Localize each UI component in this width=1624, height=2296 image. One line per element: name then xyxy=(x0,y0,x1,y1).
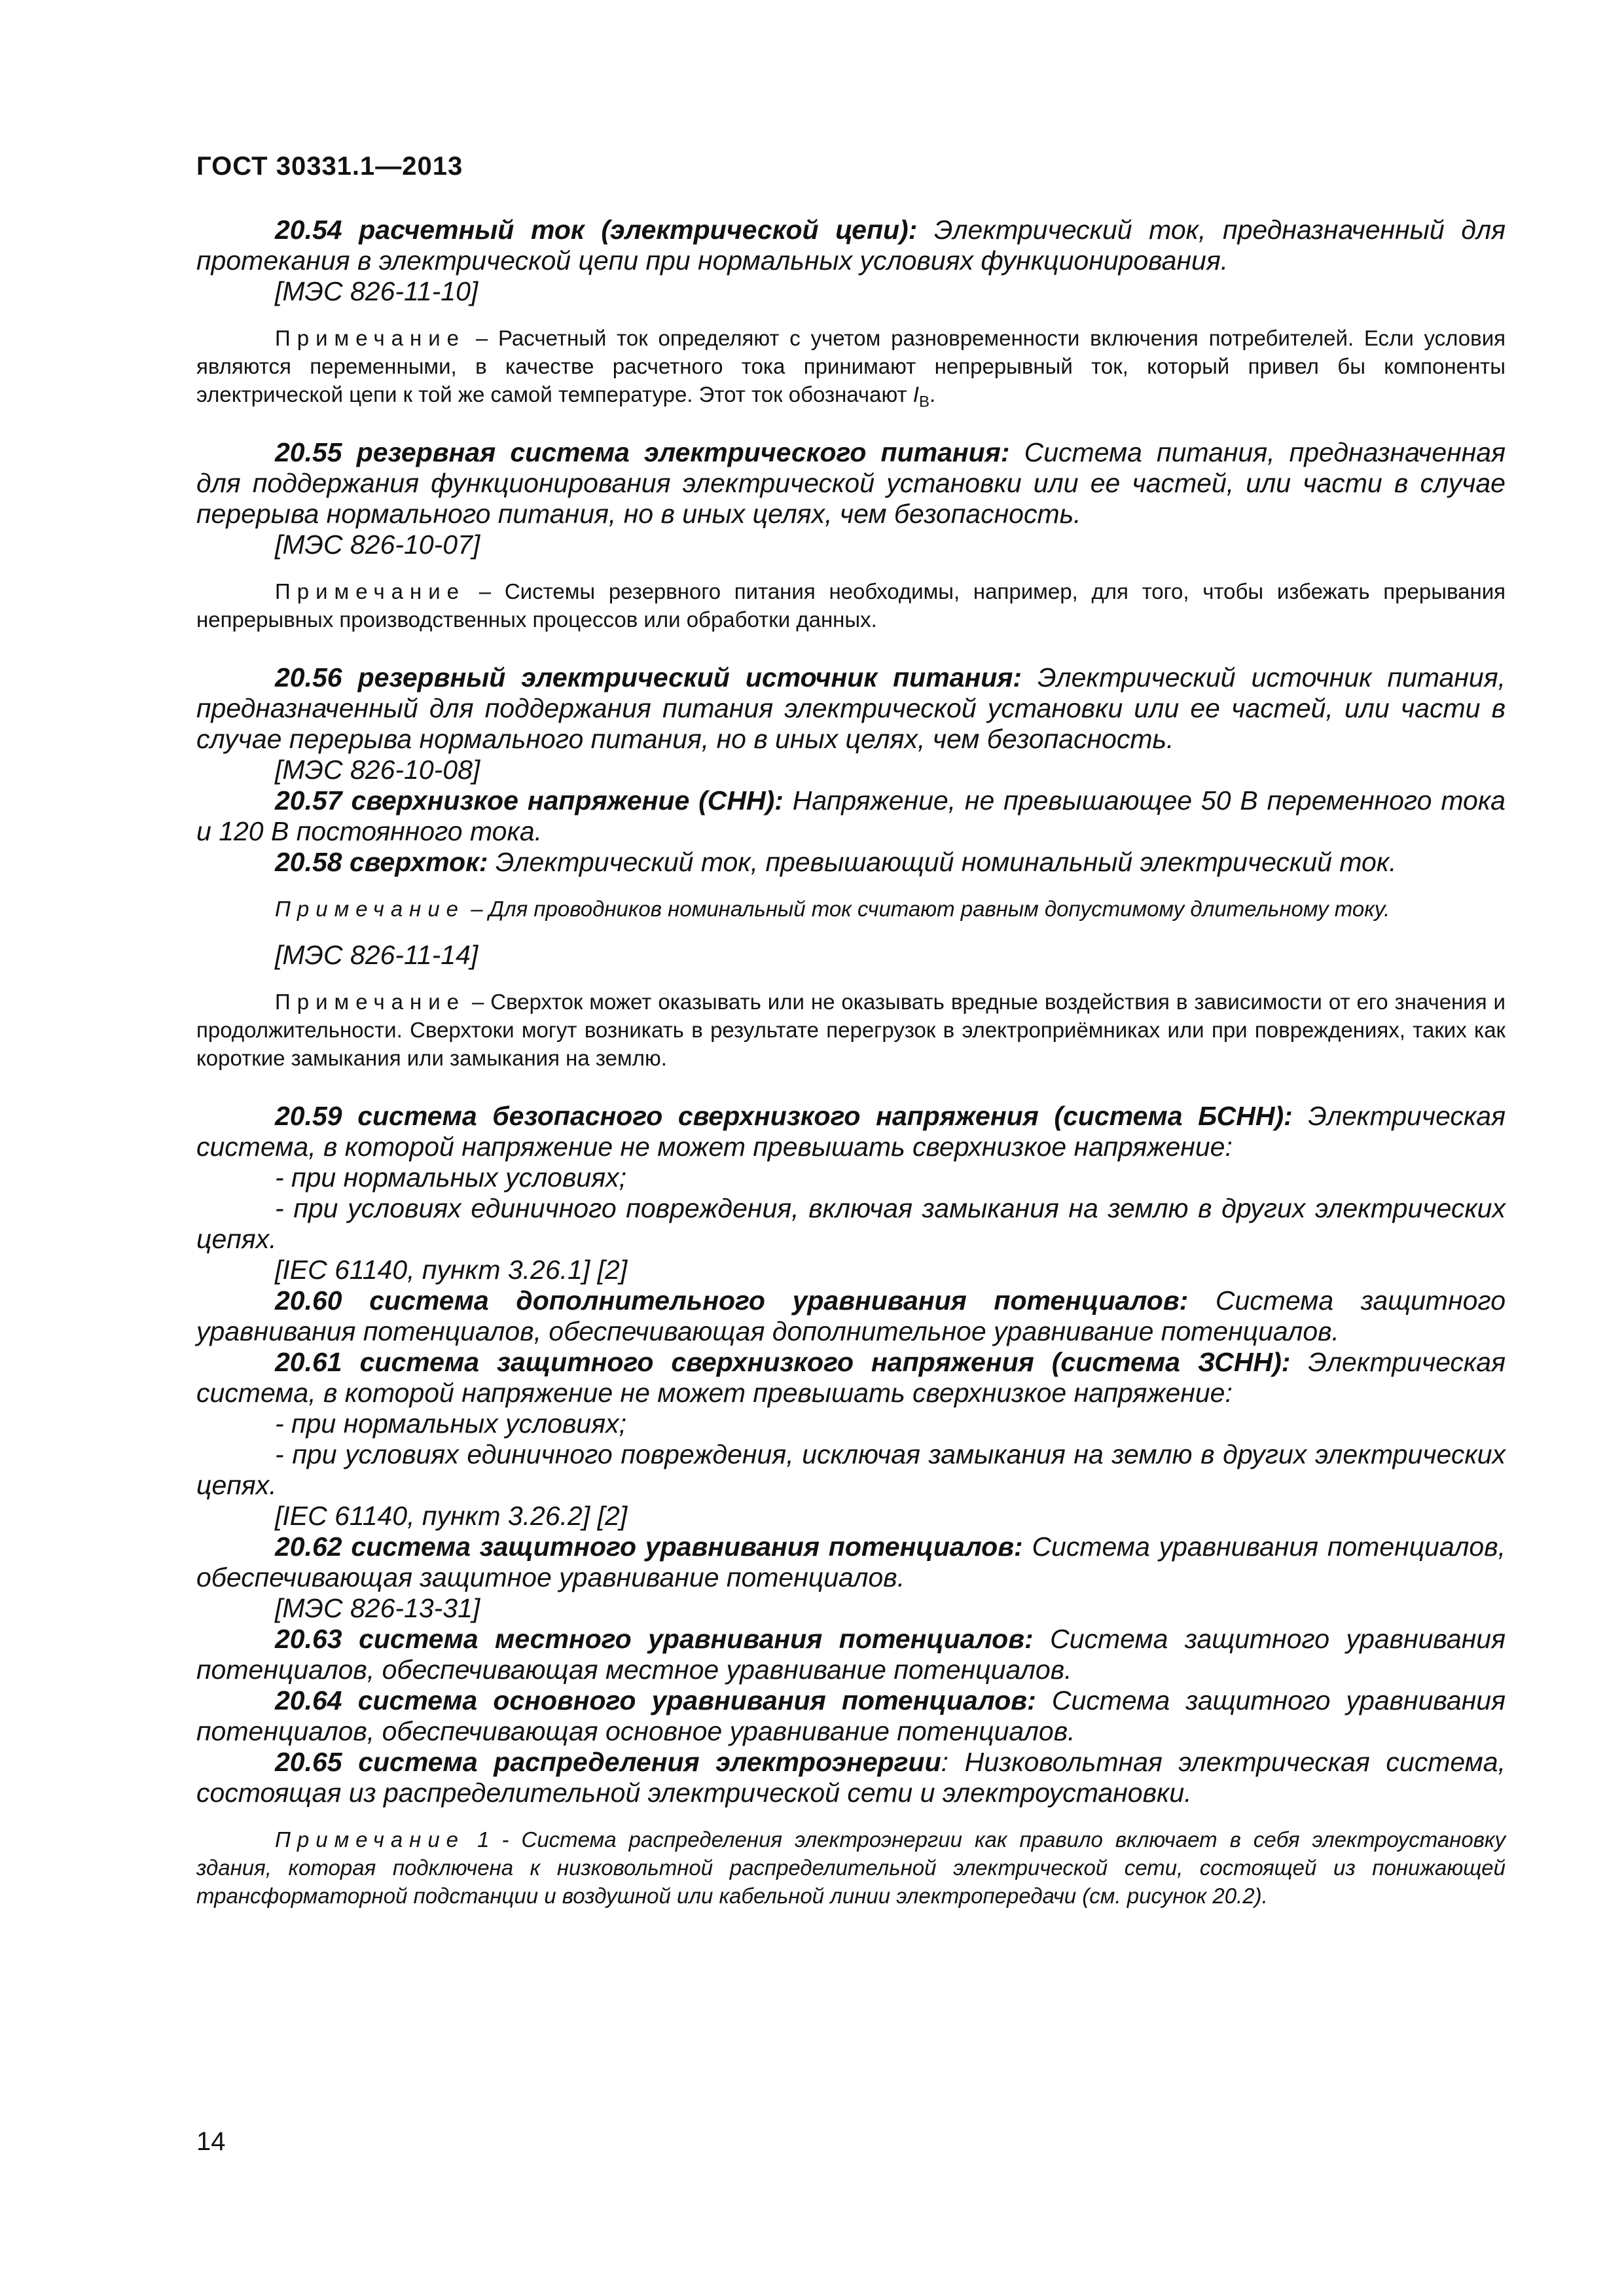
term-20-56 xyxy=(196,662,1506,755)
note-20-58-2 xyxy=(196,988,1506,1072)
term-reference: [МЭС 826-11-14] xyxy=(275,940,478,970)
term-title: 20.55 резервная система электрического питания: xyxy=(275,437,1010,467)
list-item: - при условиях единичного повреждения, включая замыкания на землю в других электрических цепях. xyxy=(196,1193,1506,1254)
note-end: . xyxy=(929,382,936,406)
note-label: Примечание xyxy=(275,326,466,350)
term-title: 20.65 система распределения электроэнергии xyxy=(275,1747,941,1777)
note-text: – Системы резервного питания необходимы, например, для того, чтобы избежать прерывания непрерывных производственных процессов или обработки данных. xyxy=(196,579,1506,632)
term-20-64 xyxy=(196,1685,1506,1747)
term-20-55 xyxy=(196,437,1506,529)
term-title: 20.56 резервный электрический источник питания: xyxy=(275,662,1022,692)
note-label: Примечание xyxy=(275,579,466,603)
note-label: Примечание xyxy=(275,897,465,921)
note-text: – Сверхток может оказывать или не оказывать вредные воздействия в зависимости от его значения и продолжительности. Сверхтоки могут возникать в результате перегрузок в электроприёмниках или при повреждениях, таких как короткие замыкания или замыкания на землю. xyxy=(196,990,1506,1070)
term-reference: [МЭС 826-10-07] xyxy=(275,529,480,560)
term-definition: Электрический источник питания, предназначенный для поддержания питания электрической установки или ее частей, или части в случае перерыва нормального питания, но в иных целях, чем безопасность. xyxy=(196,662,1506,754)
term-20-63 xyxy=(196,1624,1506,1685)
note-label: Примечание xyxy=(275,990,466,1014)
term-title: 20.61 система защитного сверхнизкого напряжения (система ЗСНН): xyxy=(275,1347,1291,1377)
note-text: – Для проводников номинальный ток считают равным допустимому длительному току. xyxy=(465,897,1390,921)
term-20-65 xyxy=(196,1747,1506,1808)
term-20-61 xyxy=(196,1347,1506,1408)
note-text: – Расчетный ток определяют с учетом разновременности включения потребителей. Если условия являются переменными, в качестве расчетного тока принимают непрерывный ток, который привел бы компоненты электрической цепи к той же самой температуре. Этот ток обозначают xyxy=(196,326,1506,406)
term-reference: [IEC 61140, пункт 3.26.2] [2] xyxy=(275,1501,628,1531)
term-definition: Низковольтная электрическая система, состоящая из распределительной электрической сети и электроустановки. xyxy=(196,1747,1506,1808)
note-20-65-1 xyxy=(196,1825,1506,1910)
term-20-62 xyxy=(196,1532,1506,1593)
term-definition: Система защитного уравнивания потенциалов, обеспечивающая основное уравнивание потенциалов. xyxy=(196,1685,1506,1746)
list-item: - при нормальных условиях; xyxy=(275,1408,626,1439)
current-symbol: I xyxy=(912,382,919,406)
term-reference: [IEC 61140, пункт 3.26.1] [2] xyxy=(275,1255,628,1285)
term-title: 20.62 система защитного уравнивания потенциалов: xyxy=(275,1532,1023,1562)
page-number: 14 xyxy=(196,2127,226,2156)
term-definition: Электрическая система, в которой напряжение не может превышать сверхнизкое напряжение: xyxy=(196,1347,1506,1408)
note-20-58-1 xyxy=(196,895,1506,923)
term-definition: Напряжение, не превышающее 50 В переменного тока и 120 В постоянного тока. xyxy=(196,785,1506,846)
term-20-57 xyxy=(196,785,1506,847)
note-label: Примечание xyxy=(275,1827,465,1852)
list-item: - при нормальных условиях; xyxy=(275,1162,626,1193)
term-20-60 xyxy=(196,1285,1506,1347)
term-title: 20.64 система основного уравнивания потенциалов: xyxy=(275,1685,1036,1715)
term-20-59 xyxy=(196,1101,1506,1162)
term-title: 20.54 расчетный ток (электрической цепи): xyxy=(275,215,918,245)
note-number: 1 xyxy=(465,1827,490,1852)
term-reference: [МЭС 826-13-31] xyxy=(275,1593,480,1623)
term-title: 20.63 система местного уравнивания потенциалов: xyxy=(275,1624,1034,1654)
term-definition: Система уравнивания потенциалов, обеспечивающая защитное уравнивание потенциалов. xyxy=(196,1532,1506,1592)
term-definition: Система питания, предназначенная для поддержания функционирования электрической установки или ее частей, или части в случае перерыва нормального питания, но в иных целях, чем безопасность. xyxy=(196,437,1506,529)
note-20-54 xyxy=(196,324,1506,411)
term-title: 20.57 сверхнизкое напряжение (СНН): xyxy=(275,785,784,816)
term-reference: [МЭС 826-10-08] xyxy=(275,755,480,785)
term-title: 20.60 система дополнительного уравнивания потенциалов: xyxy=(275,1285,1189,1316)
term-definition: Система защитного уравнивания потенциалов, обеспечивающая местное уравнивание потенциалов. xyxy=(196,1624,1506,1685)
term-definition: Система защитного уравнивания потенциалов, обеспечивающая дополнительное уравнивание потенциалов. xyxy=(196,1285,1506,1346)
term-20-58 xyxy=(196,847,1506,878)
document-body xyxy=(196,215,1506,1910)
list-item: - при условиях единичного повреждения, исключая замыкания на землю в других электрических цепях. xyxy=(196,1439,1506,1500)
term-title: 20.58 сверхток: xyxy=(275,847,488,877)
term-colon: : xyxy=(941,1747,949,1777)
term-title: 20.59 система безопасного сверхнизкого напряжения (система БСНН): xyxy=(275,1101,1293,1131)
note-text: - Система распределения электроэнергии как правило включает в себя электроустановку здания, которая подключена к низковольтной распределительной электрической сети, состоящей из понижающей трансформаторной подстанции и воздушной или кабельной линии электропередачи (см. рисунок 20.2). xyxy=(196,1827,1506,1908)
document-header: ГОСТ 30331.1—2013 xyxy=(196,152,463,181)
term-reference: [МЭС 826-11-10] xyxy=(275,276,478,306)
note-20-55 xyxy=(196,577,1506,634)
term-20-54 xyxy=(196,215,1506,276)
current-subscript: B xyxy=(918,393,929,411)
term-definition: Электрическая система, в которой напряжение не может превышать сверхнизкое напряжение: xyxy=(196,1101,1506,1162)
term-definition: Электрический ток, превышающий номинальный электрический ток. xyxy=(488,847,1397,877)
term-definition: Электрический ток, предназначенный для протекания в электрической цепи при нормальных условиях функционирования. xyxy=(196,215,1506,276)
